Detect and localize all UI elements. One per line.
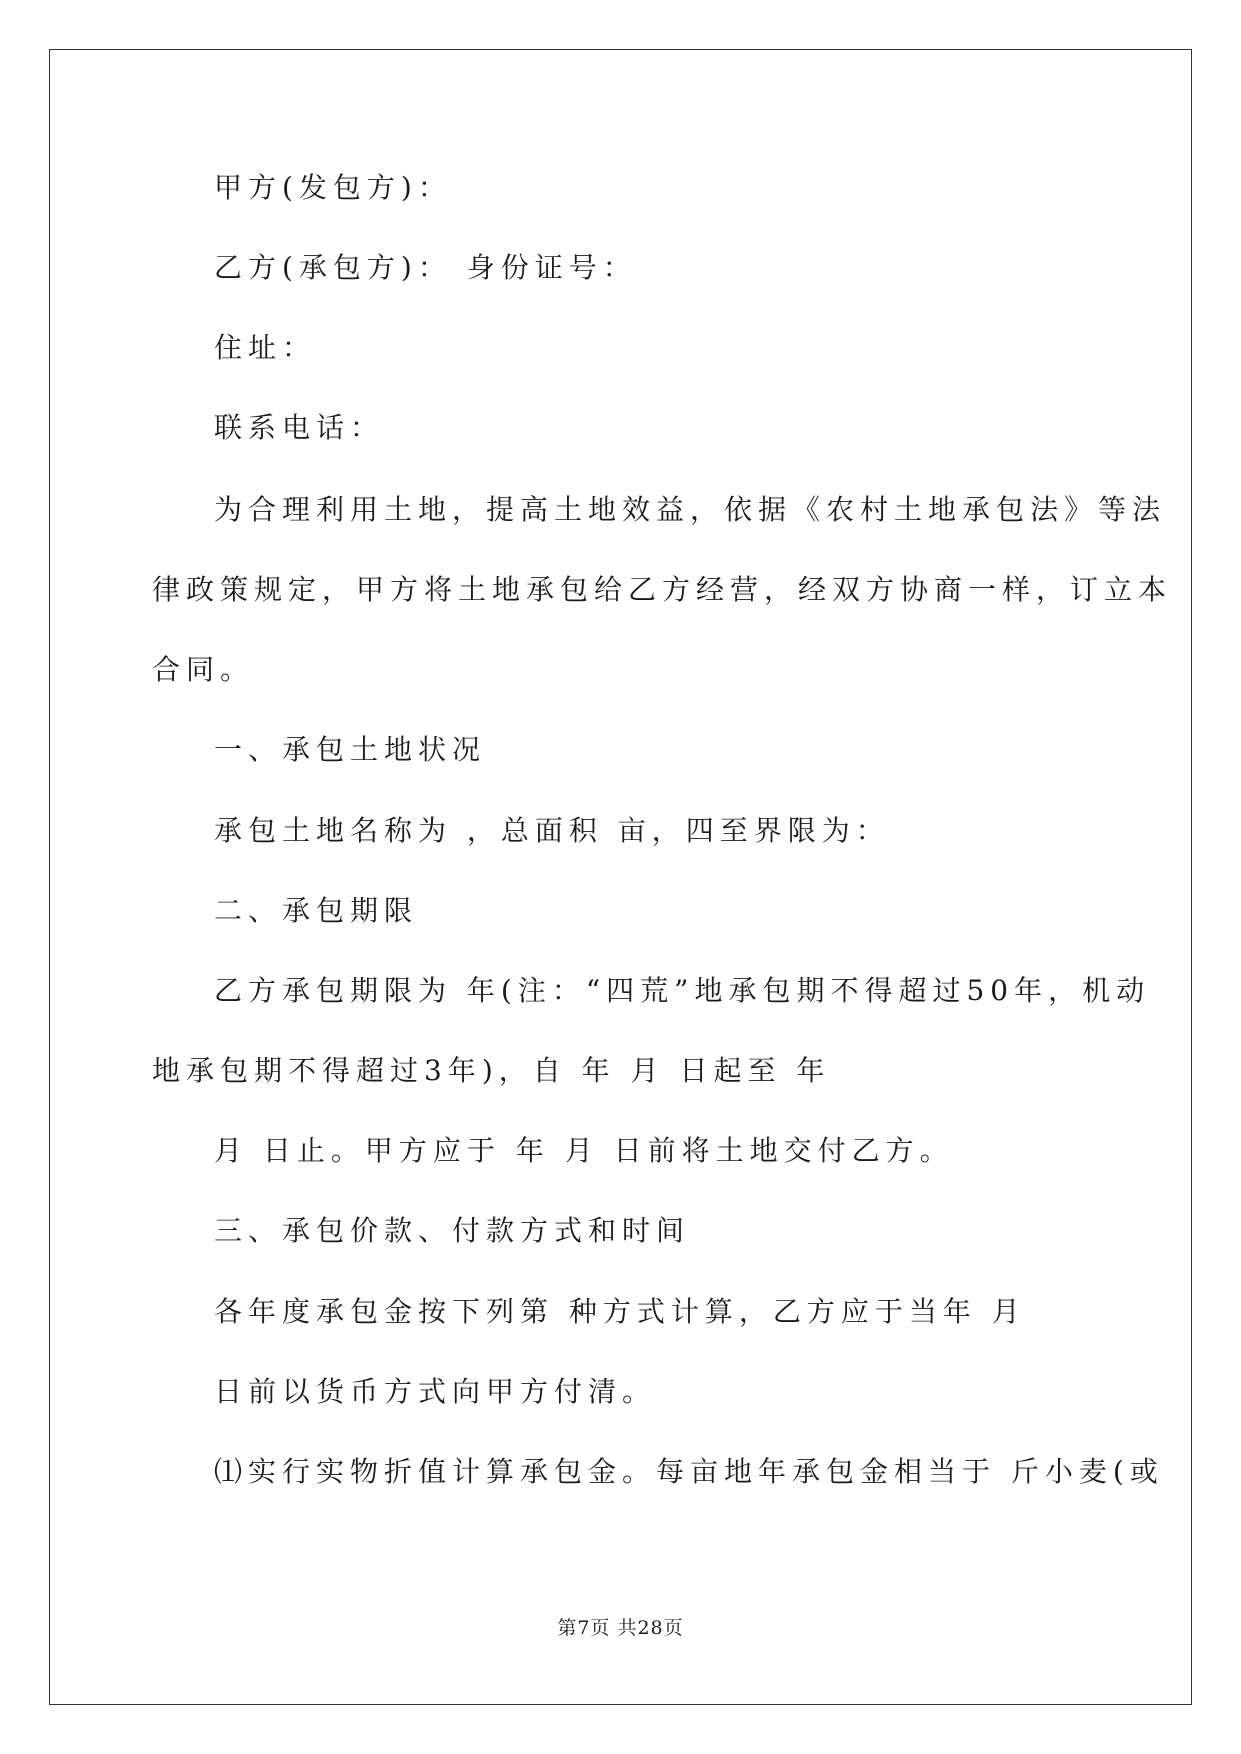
text-line-payment-2: 日前以货币方式向甲方付清。: [214, 1375, 657, 1408]
text-line-term-2: 地承包期不得超过3年)，自 年 月 日起至 年: [152, 1054, 831, 1087]
text-line-preamble-1: 为合理利用土地，提高土地效益，依据《农村土地承包法》等法: [214, 493, 1167, 526]
text-line-payment-1: 各年度承包金按下列第 种方式计算，乙方应于当年 月: [214, 1295, 1026, 1328]
text-line-party-a: 甲方(发包方)：: [214, 171, 452, 204]
text-line-land-name: 承包土地名称为 ，总面积 亩，四至界限为：: [214, 814, 890, 847]
section-heading-1: 一、承包土地状况: [214, 733, 487, 766]
text-line-address: 住址：: [214, 331, 317, 364]
text-line-term-3: 月 日止。甲方应于 年 月 日前将土地交付乙方。: [214, 1134, 954, 1167]
text-line-party-b: 乙方(承包方)： 身份证号：: [214, 251, 637, 284]
text-line-phone: 联系电话：: [214, 411, 385, 444]
page-indicator: 第7页 共28页: [557, 1617, 684, 1639]
section-heading-3: 三、承包价款、付款方式和时间: [214, 1214, 691, 1247]
text-line-preamble-2: 律政策规定，甲方将土地承包给乙方经营，经双方协商一样，订立本: [152, 573, 1173, 606]
section-heading-2: 二、承包期限: [214, 894, 419, 927]
text-line-preamble-3: 合同。: [152, 653, 255, 686]
text-line-term-1: 乙方承包期限为 年(注：“四荒”地承包期不得超过50年，机动: [214, 974, 1151, 1007]
text-line-item-1: ⑴实行实物折值计算承包金。每亩地年承包金相当于 斤小麦(或: [214, 1455, 1164, 1488]
